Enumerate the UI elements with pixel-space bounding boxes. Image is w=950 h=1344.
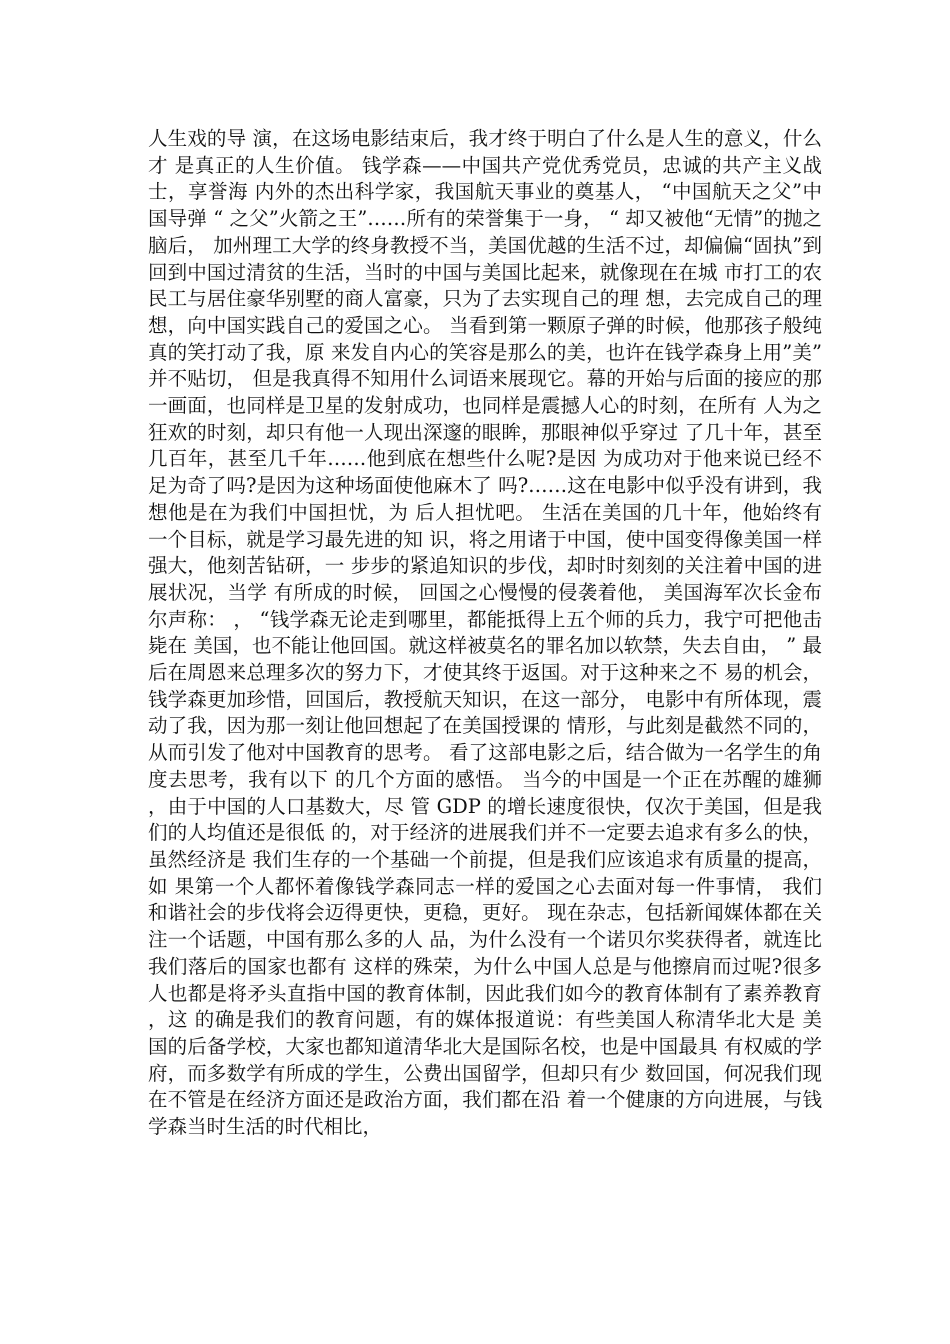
body-paragraph: 人生戏的导 演，在这场电影结束后，我才终于明白了什么是人生的意义，什么才 是真正的人生价值。 钱学森——中国共产党优秀党员，忠诚的共产主义战士，享誉海 内外的杰出科学家，我国航天事业的奠基人， “中国航天之父”中国导弹 “ 之父”火箭之王”……所有的荣誉集于一身， “ 却又被他“无情”的抛之脑后， 加州理工大学的终身教授不当，美国优越的生活不过，却偏偏“固执”到回到中国过清贫的生活，当时的中国与美国比起来，就像现在在城 市打工的农民工与居住豪华别墅的商人富豪，只为了去实现自己的理 想，去完成自己的理想，向中国实践自己的爱国之心。 当看到第一颗原子弹的时候，他那孩子般纯真的笑打动了我，原 来发自内心的笑容是那么的美，也许在钱学森身上用”美”并不贴切， 但是我真得不知用什么词语来展现它。幕的开始与后面的接应的那一画面，也同样是卫星的发射成功，也同样是震撼人心的时刻，在所有 人为之狂欢的时刻，却只有他一人现出深邃的眼眸，那眼神似乎穿过 了几十年，甚至几百年，甚至几千年……他到底在想些什么呢?是因 为成功对于他来说已经不足为奇了吗?是因为这种场面使他麻木了 吗?……这在电影中似乎没有讲到，我想他是在为我们中国担忧，为 后人担忧吧。 生活在美国的几十年，他始终有一个目标，就是学习最先进的知 识，将之用诸于中国，使中国变得像美国一样强大，他刻苦钻研，一 步步的紧追知识的步伐，却时时刻刻的关注着中国的进展状况，当学 有所成的时候， 回国之心慢慢的侵袭着他， 美国海军次长金布尔声称： ， “钱学森无论走到哪里，都能抵得上五个师的兵力，我宁可把他击毙在 美国，也不能让他回国。就这样被莫名的罪名加以软禁，失去自由， ” 最后在周恩来总理多次的努力下，才使其终于返国。对于这种来之不 易的机会，钱学森更加珍惜，回国后，教授航天知识，在这一部分， 电影中有所体现，震动了我，因为那一刻让他回想起了在美国授课的 情形，与此刻是截然不同的，从而引发了他对中国教育的思考。 看了这部电影之后，结合做为一名学生的角度去思考，我有以下 的几个方面的感悟。 当今的中国是一个正在苏醒的雄狮，由于中国的人口基数大，尽 管 GDP 的增长速度很快，仅次于美国，但是我们的人均值还是很低 的，对于经济的进展我们并不一定要去追求有多么的快，虽然经济是 我们生存的一个基础一个前提，但是我们应该追求有质量的提高，如 果第一个人都怀着像钱学森同志一样的爱国之心去面对每一件事情， 我们和谐社会的步伐将会迈得更快，更稳，更好。 现在杂志，包括新闻媒体都在关注一个话题，中国有那么多的人 品，为什么没有一个诺贝尔奖获得者，就连比我们落后的国家也都有 这样的殊荣，为什么中国人总是与他擦肩而过呢?很多人也都是将矛头直指中国的教育体制，因此我们如今的教育体制有了素养教育，这 的确是我们的教育问题，有的媒体报道说：有些美国人称清华北大是 美国的后备学校，大家也都知道清华北大是国际名校，也是中国最具 有权威的学府，而多数学有所成的学生，公费出国留学，但却只有少 数回国，何况我们现在不管是在经济方面还是政治方面，我们都在沿 着一个健康的方向进展，与钱学森当时生活的时代相比， xyxy=(148,127,822,1139)
